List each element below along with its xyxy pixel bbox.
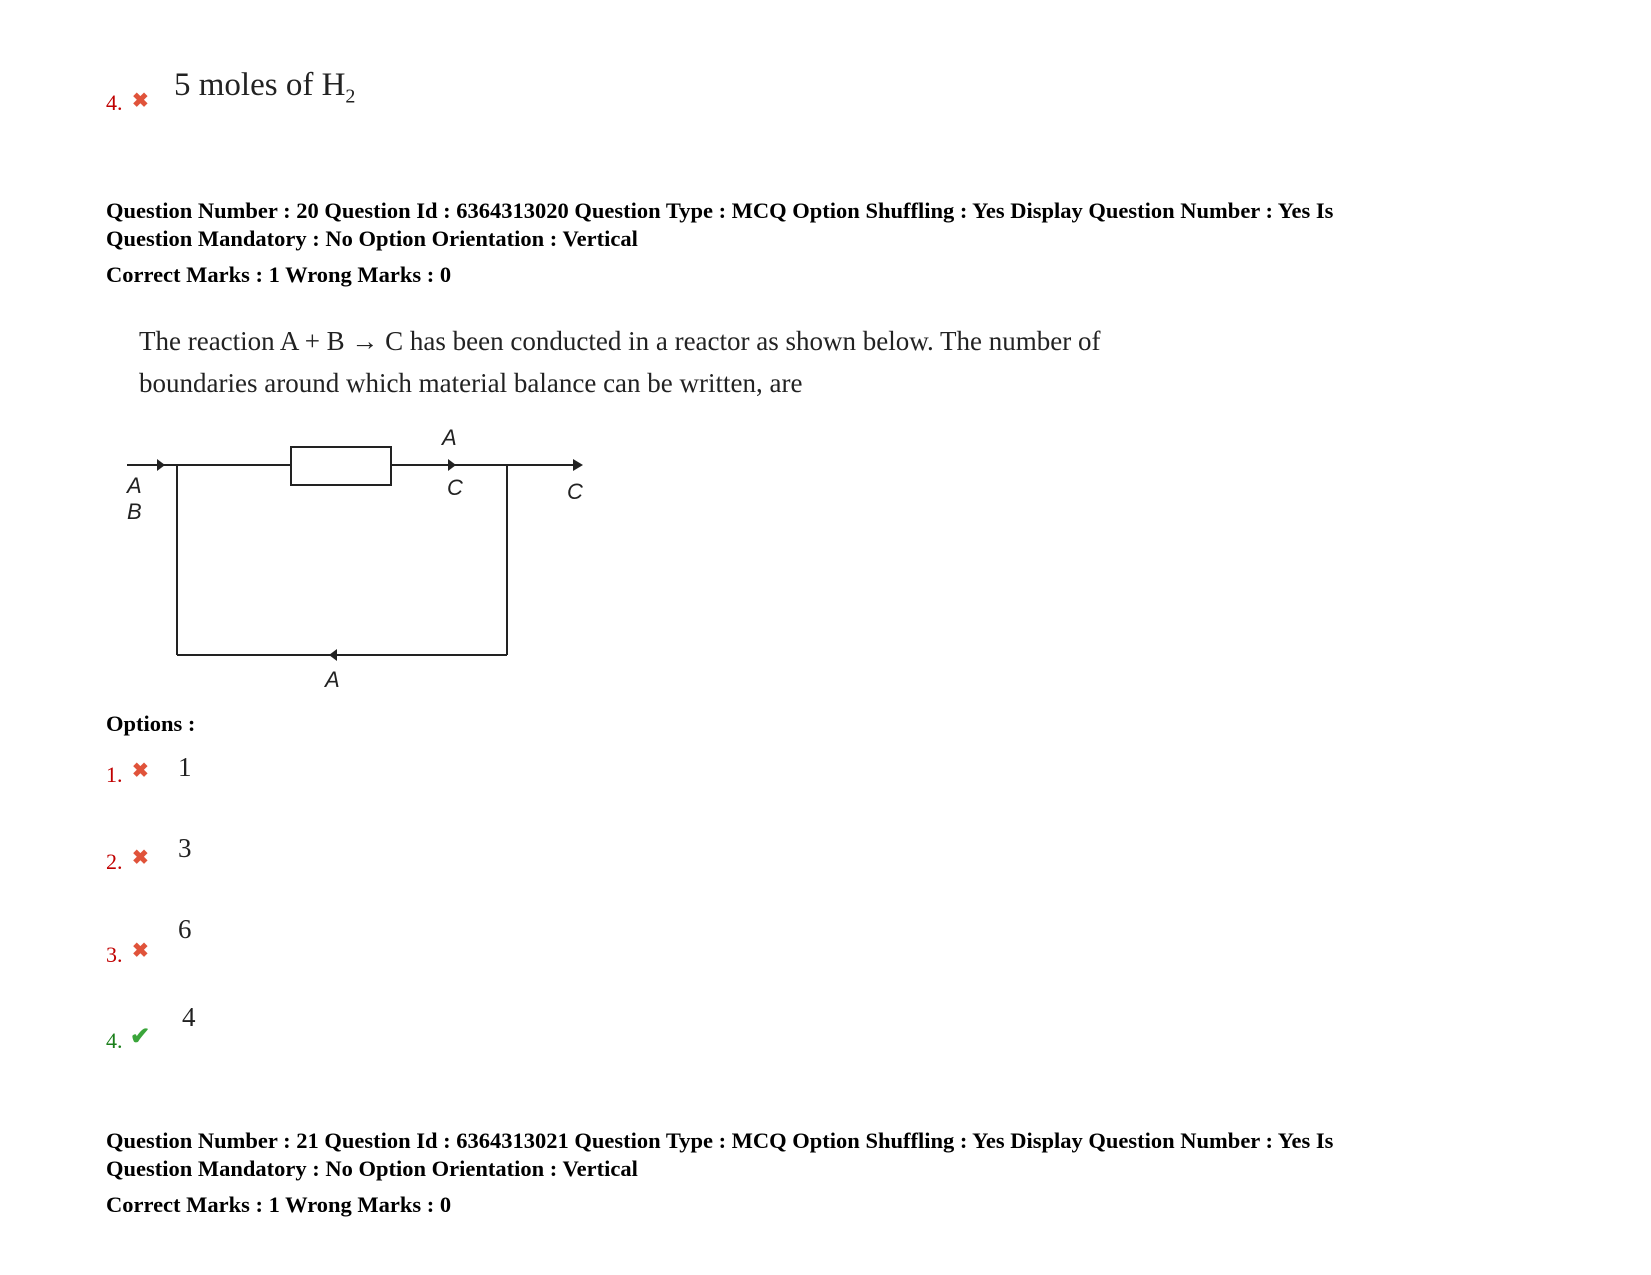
option-number: 4. [106,1028,123,1053]
option-3 [106,914,406,976]
option-value: 4 [182,1002,196,1032]
question-20-marks: Correct Marks : 1 Wrong Marks : 0 [106,262,452,287]
meta-line-1: Question Number : 20 Question Id : 6364313020 Question Type : MCQ Option Shuffling : Yes Display Question Number : Yes Is [106,198,1334,223]
options-label: Options : [106,711,196,736]
recycle-arrow [329,649,337,661]
label-mid-a: A [442,425,457,450]
meta-line-2: Question Mandatory : No Option Orientation : Vertical [106,1156,638,1181]
meta-line-1: Question Number : 21 Question Id : 6364313021 Question Type : MCQ Option Shuffling : Yes Display Question Number : Yes Is [106,1128,1334,1153]
cross-icon: ✖ [132,940,149,962]
reactor-box [291,447,391,485]
question-text-line-1: The reaction A + B → C has been conducted in a reactor as shown below. The number of [139,326,1101,356]
option-value: 3 [178,833,192,863]
option-1 [106,752,406,796]
option-2 [106,833,406,883]
option-text: 5 moles of $H_2$ [174,67,356,108]
label-outlet-c: C [567,479,583,504]
check-icon: ✔ [130,1024,151,1050]
prev-option-4 [106,67,506,124]
question-21-meta [106,1127,1586,1183]
mid-arrow [448,459,456,471]
cross-icon: ✖ [132,90,149,112]
cross-icon: ✖ [132,760,149,782]
option-value: 1 [178,752,192,782]
inlet-arrow [157,459,165,471]
option-number: 1. [106,762,123,787]
reactor-diagram [115,425,595,705]
cross-icon: ✖ [132,847,149,869]
label-recycle-a: A [325,667,340,692]
outlet-arrow [573,459,583,471]
question-21-marks: Correct Marks : 1 Wrong Marks : 0 [106,1192,452,1217]
option-value: 6 [178,914,192,944]
meta-line-2: Question Mandatory : No Option Orientation : Vertical [106,226,638,251]
label-mid-c: C [447,475,463,500]
question-text-line-2: boundaries around which material balance can be written, are [139,368,803,398]
question-20-meta [106,197,1586,253]
option-number: 4. [106,90,123,115]
question-20-text [139,320,1319,404]
label-inlet-a: A [127,473,142,498]
option-number: 3. [106,942,123,967]
option-4 [106,1002,406,1062]
label-inlet-b: B [127,499,142,524]
option-number: 2. [106,849,123,874]
